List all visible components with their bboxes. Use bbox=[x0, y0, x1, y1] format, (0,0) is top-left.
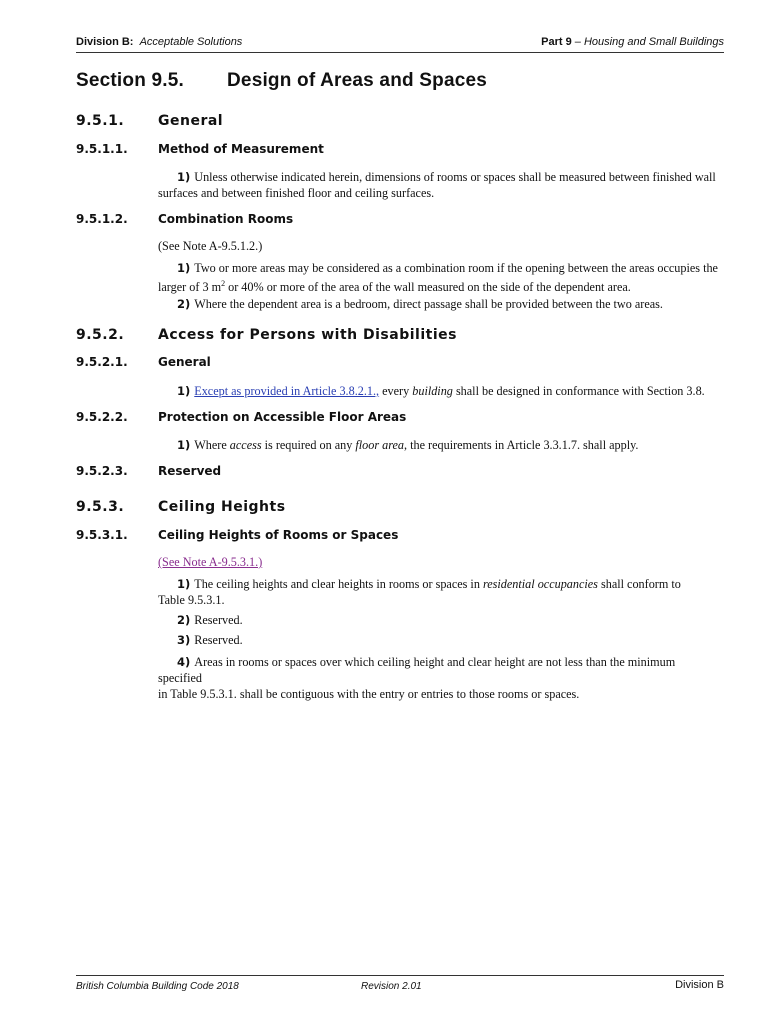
sentence-text-cont: shall conform to bbox=[597, 577, 681, 591]
subsection-title: Ceiling Heights bbox=[158, 499, 286, 515]
sentence-text: The ceiling heights and clear heights in rooms or spaces in bbox=[194, 577, 483, 591]
sentence-text: Reserved. bbox=[194, 633, 243, 647]
sentence-9-5-3-1-2 bbox=[158, 612, 718, 628]
sentence-number: 2) bbox=[177, 613, 191, 627]
page-footer bbox=[76, 975, 724, 995]
sentence-9-5-1-2-1 bbox=[158, 260, 718, 295]
header-part-label: Part 9 bbox=[541, 36, 572, 48]
footer-revision: Revision 2.01 bbox=[361, 981, 422, 992]
sentence-text: Two or more areas may be considered as a combination room if the opening between the areas occupies the bbox=[194, 261, 718, 275]
sentence-9-5-1-2-2 bbox=[158, 296, 718, 312]
note-a-9-5-3-1-link[interactable]: (See Note A-9.5.3.1.) bbox=[158, 555, 263, 569]
sentence-text-cont: shall be designed in conformance with Section 3.8. bbox=[452, 384, 705, 398]
header-rule bbox=[76, 52, 724, 53]
defined-term: building bbox=[412, 384, 453, 398]
footer-code-title: British Columbia Building Code 2018 bbox=[76, 981, 239, 992]
sentence-number: 2) bbox=[177, 297, 191, 311]
sentence-text-cont: surfaces and between finished floor and ceiling surfaces. bbox=[158, 186, 435, 200]
subsection-9-5-3 bbox=[76, 499, 286, 515]
note-reference bbox=[158, 555, 262, 570]
sentence-number: 1) bbox=[177, 170, 191, 184]
sentence-number: 1) bbox=[177, 261, 191, 275]
sentence-9-5-3-1-3 bbox=[158, 632, 718, 648]
sentence-9-5-3-1-4 bbox=[158, 654, 718, 702]
sentence-text-cont: or 40% or more of the area of the wall measured on the side of the dependent area. bbox=[225, 280, 631, 295]
article-number: 9.5.3.1. bbox=[76, 528, 128, 542]
sentence-text: Areas in rooms or spaces over which ceiling height and clear height are not less than the minimum specified bbox=[158, 655, 676, 685]
superscript: 2 bbox=[221, 279, 226, 288]
section-heading: Design of Areas and Spaces bbox=[227, 70, 488, 91]
sentence-text-cont: in Table 9.5.3.1. shall be contiguous with the entry or entries to those rooms or spaces. bbox=[158, 687, 580, 701]
sentence-text: every bbox=[379, 384, 413, 398]
header-division bbox=[76, 36, 242, 48]
article-title: Reserved bbox=[158, 464, 222, 478]
sentence-number: 4) bbox=[177, 655, 191, 669]
subsection-9-5-2 bbox=[76, 327, 457, 343]
footer-division: Division B bbox=[675, 979, 724, 991]
sentence-9-5-3-1-1 bbox=[158, 576, 718, 608]
article-number: 9.5.1.2. bbox=[76, 212, 128, 226]
article-number: 9.5.2.1. bbox=[76, 355, 128, 369]
sentence-number: 1) bbox=[177, 577, 191, 591]
header-division-title: Acceptable Solutions bbox=[139, 36, 243, 48]
sentence-text: Reserved. bbox=[194, 613, 243, 627]
article-3-8-2-1-link[interactable]: Except as provided in Article 3.8.2.1., bbox=[194, 384, 380, 398]
sentence-number: 1) bbox=[177, 438, 191, 452]
article-9-5-1-2 bbox=[76, 212, 293, 226]
footer-rule bbox=[76, 975, 724, 976]
article-9-5-1-1 bbox=[76, 142, 324, 156]
subsection-number: 9.5.1. bbox=[76, 113, 125, 129]
header-part bbox=[541, 36, 724, 48]
sentence-9-5-1-1-1 bbox=[158, 169, 718, 201]
sentence-text: Where bbox=[194, 438, 230, 452]
subsection-title: Access for Persons with Disabilities bbox=[158, 327, 457, 343]
defined-term: floor area bbox=[355, 438, 405, 452]
article-9-5-2-2 bbox=[76, 410, 406, 424]
article-title: General bbox=[158, 355, 211, 369]
note-reference: (See Note A-9.5.1.2.) bbox=[158, 239, 263, 253]
sentence-text-cont: is required on any bbox=[261, 438, 356, 452]
article-number: 9.5.1.1. bbox=[76, 142, 128, 156]
article-title: Combination Rooms bbox=[158, 212, 294, 226]
article-title: Protection on Accessible Floor Areas bbox=[158, 410, 407, 424]
sentence-text-cont: larger of 3 m bbox=[158, 280, 222, 295]
subsection-9-5-1 bbox=[76, 113, 223, 129]
page-header bbox=[76, 34, 724, 52]
sentence-text-cont: , the requirements in Article 3.3.1.7. shall apply. bbox=[404, 438, 639, 452]
sentence-9-5-2-2-1 bbox=[158, 437, 718, 453]
defined-term: access bbox=[229, 438, 262, 452]
article-number: 9.5.2.3. bbox=[76, 464, 128, 478]
subsection-number: 9.5.3. bbox=[76, 499, 125, 515]
section-number: Section 9.5. bbox=[76, 70, 184, 91]
section-title bbox=[76, 70, 487, 92]
article-number: 9.5.2.2. bbox=[76, 410, 128, 424]
article-9-5-2-3 bbox=[76, 464, 221, 478]
header-division-label: Division B: bbox=[76, 36, 134, 48]
sentence-number: 1) bbox=[177, 384, 191, 398]
article-title: Ceiling Heights of Rooms or Spaces bbox=[158, 528, 399, 542]
header-dash: – bbox=[571, 36, 584, 48]
sentence-9-5-2-1-1 bbox=[158, 383, 718, 399]
article-9-5-2-1 bbox=[76, 355, 211, 369]
subsection-title: General bbox=[158, 113, 224, 129]
article-title: Method of Measurement bbox=[158, 142, 324, 156]
sentence-text: Where the dependent area is a bedroom, direct passage shall be provided between the two areas. bbox=[194, 297, 663, 311]
sentence-number: 3) bbox=[177, 633, 191, 647]
article-9-5-3-1 bbox=[76, 528, 398, 542]
sentence-text: Unless otherwise indicated herein, dimensions of rooms or spaces shall be measured between finished wall bbox=[194, 170, 716, 184]
subsection-number: 9.5.2. bbox=[76, 327, 125, 343]
sentence-text-cont: Table 9.5.3.1. bbox=[158, 593, 225, 607]
defined-term: residential occupancies bbox=[482, 577, 598, 591]
header-part-title: Housing and Small Buildings bbox=[583, 36, 724, 48]
